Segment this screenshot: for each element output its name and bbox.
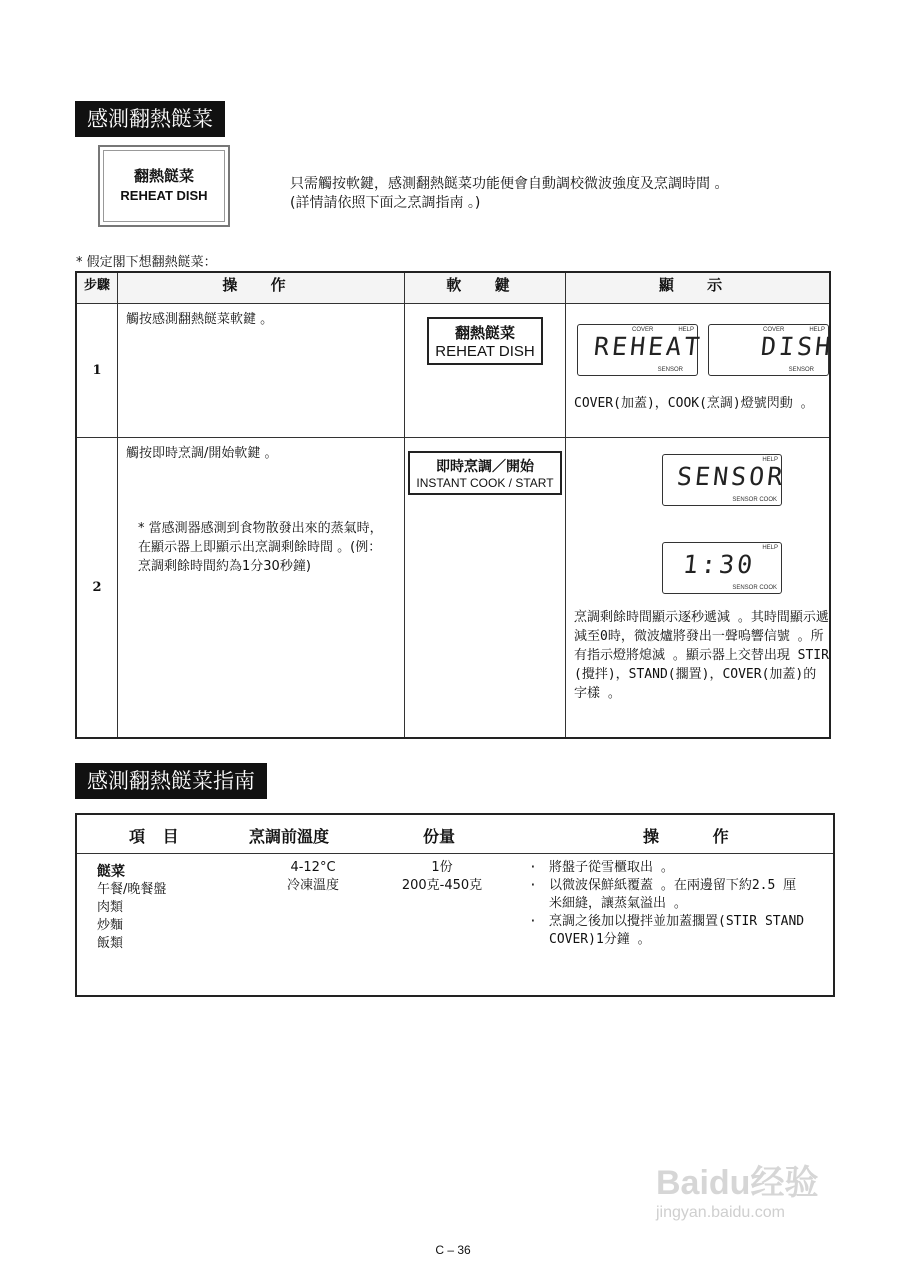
list-item: 飯類: [97, 936, 124, 951]
op-text: 以微波保鮮紙覆蓋 。在兩邊留下約2.5 厘米細縫，讓蒸氣溢出 。: [549, 878, 797, 911]
intro-text: [290, 175, 728, 213]
guide-header-qty: 份量: [423, 827, 456, 846]
guide-header-op: 操 作: [643, 827, 753, 846]
key-label-en: REHEAT DISH: [120, 188, 208, 203]
steps-table: [75, 271, 835, 739]
lcd-text: DISH: [759, 332, 835, 361]
step-number: 1: [76, 304, 118, 438]
step-sub-note: * 當感測器感測到食物散發出來的蒸氣時，在顯示器上即顯示出烹調剩餘時間 。(例：烹調剩餘時間約為1分30秒鐘): [138, 521, 383, 574]
lcd-sensor-label: SENSOR: [657, 367, 683, 373]
guide-table: [75, 813, 835, 997]
watermark: [656, 1155, 846, 1235]
step-operation: 觸按感測翻熱餸菜軟鍵 。: [118, 304, 405, 438]
lcd-sensor-cook-label: SENSOR COOK: [732, 497, 777, 503]
header-step: 步驟: [76, 272, 118, 304]
guide-item-title: 餸菜: [97, 864, 125, 880]
list-item: 肉類: [97, 900, 124, 915]
key-label-zh: 翻熱餸菜: [133, 168, 194, 185]
list-item: 午餐/晚餐盤: [97, 882, 167, 897]
lcd-help-label: HELP: [762, 457, 778, 463]
guide-ops: [529, 859, 809, 949]
display-note: 烹調剩餘時間顯示逐秒遞減 。其時間顯示遞減至0時，微波爐將發出一聲嗚響信號 。所有指示燈將熄滅 。顯示器上交替出現 STIR (攪拌)，STAND(擱置)，COVER(加蓋)的字樣 。: [574, 610, 829, 701]
guide-header-item: 項 目: [129, 827, 185, 846]
lcd-display: [662, 454, 787, 506]
instant-cook-start-softkey: [408, 451, 561, 495]
list-item: 炒麵: [97, 918, 124, 933]
temp-note: 冷凍溫度: [286, 878, 339, 893]
lcd-help-label: HELP: [762, 545, 778, 551]
op-text: 烹調之後加以攪拌並加蓋擱置(STIR STAND COVER)1分鐘 。: [549, 914, 805, 947]
temp-range: 4-12°C: [290, 860, 336, 875]
guide-qty: [392, 859, 492, 895]
guide-header-temp: 烹調前溫度: [249, 827, 330, 846]
qty-weight: 200克-450克: [401, 878, 483, 893]
list-item: · 以微波保鮮紙覆蓋 。在兩邊留下約2.5 厘米細縫，讓蒸氣溢出 。: [529, 877, 809, 913]
softkey-cell: [405, 438, 566, 738]
qty-portion: 1份: [431, 860, 453, 875]
reheat-dish-key-illustration: [98, 145, 230, 227]
softkey-label-en: REHEAT DISH: [435, 343, 535, 360]
display-note: COVER(加蓋)，COOK(烹調)燈號閃動 。: [574, 396, 814, 411]
table-header-row: [76, 272, 830, 304]
softkey-label-zh: 翻熱餸菜: [454, 325, 515, 342]
header-display: 顯 示: [566, 272, 831, 304]
table-row: [76, 304, 830, 438]
op-text: 將盤子從雪櫃取出 。: [549, 860, 674, 875]
header-softkey: 軟 鍵: [405, 272, 566, 304]
section-title: 感測翻熱餸菜: [75, 101, 225, 137]
step-operation-cell: [118, 438, 405, 738]
lcd-display: [577, 324, 704, 376]
softkey-cell: [405, 304, 566, 438]
lcd-display: [708, 324, 835, 376]
lcd-text: SENSOR: [675, 462, 787, 491]
softkey-label-en: INSTANT COOK / START: [416, 476, 554, 490]
lcd-display: [662, 542, 782, 594]
step-operation: 觸按即時烹調/開始軟鍵 。: [126, 446, 278, 461]
intro-line-1: 只需觸按軟鍵，感測翻熱餸菜功能便會自動調校微波強度及烹調時間 。: [290, 176, 729, 192]
list-item: · 將盤子從雪櫃取出 。: [529, 860, 674, 875]
step-number: 2: [76, 438, 118, 738]
watermark-url: jingyan.baidu.com: [656, 1204, 785, 1221]
lcd-cover-label: COVER: [632, 327, 654, 333]
guide-temp: [263, 859, 363, 895]
watermark-brand: Baidu经验: [656, 1164, 819, 1202]
header-operation: 操 作: [118, 272, 405, 304]
guide-header-row: [77, 815, 833, 854]
softkey-label-zh: 即時烹調／開始: [435, 458, 534, 474]
reheat-dish-softkey: [427, 317, 542, 365]
guide-items: [97, 863, 166, 953]
lcd-help-label: HELP: [678, 327, 694, 333]
lcd-help-label: HELP: [809, 327, 825, 333]
page-number: C – 36: [435, 1243, 471, 1257]
list-item: · 烹調之後加以攪拌並加蓋擱置(STIR STAND COVER)1分鐘 。: [529, 913, 809, 949]
lcd-text: 1:30: [681, 550, 757, 579]
guide-section-title: 感測翻熱餸菜指南: [75, 763, 267, 799]
lcd-cover-label: COVER: [763, 327, 785, 333]
lcd-text: REHEAT: [592, 332, 704, 361]
lcd-sensor-label: SENSOR: [788, 367, 814, 373]
lcd-sensor-cook-label: SENSOR COOK: [732, 585, 777, 591]
display-cell: [566, 304, 835, 438]
intro-line-2: (詳情請依照下面之烹調指南 。): [290, 195, 481, 211]
display-cell: [566, 438, 831, 738]
table-row: [76, 438, 830, 738]
assume-note: * 假定閣下想翻熱餸菜：: [76, 255, 217, 270]
